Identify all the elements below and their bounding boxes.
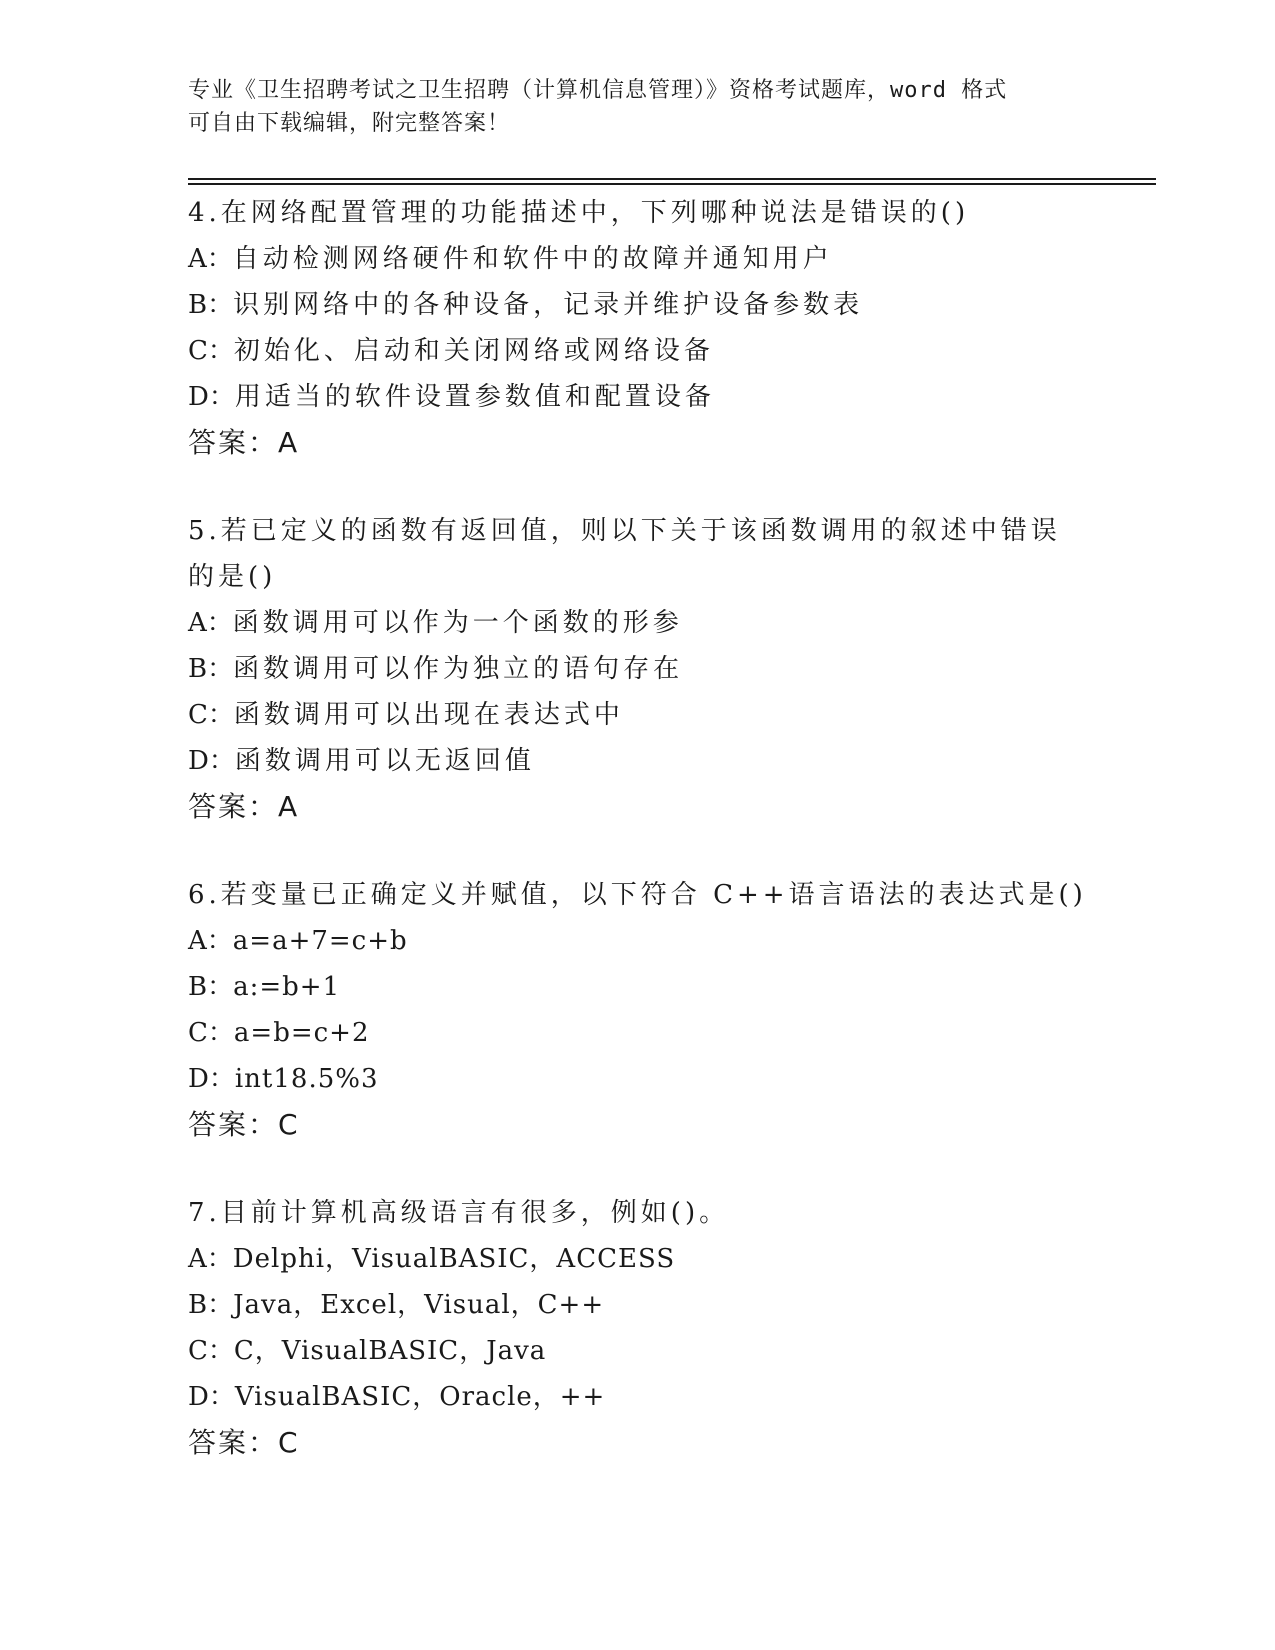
option-text: int18.5%3 (234, 1064, 379, 1094)
option-text: Delphi，VisualBASIC，ACCESS (232, 1244, 676, 1274)
question-stem: 7.目前计算机高级语言有很多，例如()。 (188, 1198, 730, 1228)
question-7 (188, 1190, 1088, 1466)
option-letter: C： (188, 1018, 234, 1048)
option-text: 函数调用可以出现在表达式中 (233, 700, 624, 730)
question-stem: 5.若已定义的函数有返回值，则以下关于该函数调用的叙述中错误的是() (188, 516, 1061, 592)
option-letter: B： (188, 972, 234, 1002)
option-text: 自动检测网络硬件和软件中的故障并通知用户 (232, 244, 833, 274)
option-c (188, 328, 1088, 374)
option-b (188, 282, 1088, 328)
question-6 (188, 872, 1088, 1148)
answer-label: 答案：A (188, 426, 300, 459)
header-line-2: 可自由下载编辑，附完整答案！ (188, 111, 511, 136)
option-c (188, 692, 1088, 738)
option-a (188, 236, 1088, 282)
option-letter: A： (188, 926, 233, 956)
document-header (188, 74, 1088, 140)
option-letter: D： (188, 382, 235, 412)
option-a (188, 600, 1088, 646)
answer-label: 答案：C (188, 1108, 300, 1141)
option-text: 初始化、启动和关闭网络或网络设备 (233, 336, 714, 366)
option-c (188, 1328, 1088, 1374)
header-divider-top (188, 178, 1156, 180)
option-text: Java，Excel，Visual，C++ (233, 1290, 605, 1320)
option-a (188, 1236, 1088, 1282)
option-text: 函数调用可以无返回值 (234, 746, 535, 776)
option-text: VisualBASIC，Oracle，++ (234, 1382, 606, 1412)
option-b (188, 646, 1088, 692)
option-text: 函数调用可以作为独立的语句存在 (233, 654, 684, 684)
option-letter: B： (188, 290, 234, 320)
option-d (188, 1374, 1088, 1420)
option-letter: C： (188, 336, 234, 366)
option-letter: B： (188, 654, 234, 684)
option-letter: A： (188, 244, 233, 274)
option-letter: A： (188, 608, 233, 638)
option-b (188, 964, 1088, 1010)
answer-label: 答案：C (188, 1426, 300, 1459)
question-5 (188, 508, 1088, 830)
answer-label: 答案：A (188, 790, 300, 823)
option-letter: C： (188, 1336, 234, 1366)
option-text: C，VisualBASIC，Java (233, 1336, 547, 1366)
option-d (188, 374, 1088, 420)
option-letter: D： (188, 1382, 235, 1412)
option-text: 函数调用可以作为一个函数的形参 (232, 608, 683, 638)
option-letter: A： (188, 1244, 233, 1274)
option-letter: C： (188, 700, 234, 730)
question-stem: 4.在网络配置管理的功能描述中，下列哪种说法是错误的() (188, 198, 970, 228)
option-text: 用适当的软件设置参数值和配置设备 (234, 382, 715, 412)
option-b (188, 1282, 1088, 1328)
option-text: a:=b+1 (233, 972, 341, 1002)
option-d (188, 1056, 1088, 1102)
option-c (188, 1010, 1088, 1056)
question-list (188, 190, 1088, 1508)
option-a (188, 918, 1088, 964)
option-text: a=a+7=c+b (232, 926, 408, 956)
option-letter: B： (188, 1290, 234, 1320)
option-text: a=b=c+2 (233, 1018, 370, 1048)
question-4 (188, 190, 1088, 466)
option-letter: D： (188, 1064, 235, 1094)
question-stem: 6.若变量已正确定义并赋值，以下符合 C++语言语法的表达式是() (188, 880, 1087, 910)
header-line-1: 专业《卫生招聘考试之卫生招聘（计算机信息管理）》资格考试题库，word 格式 (188, 78, 1008, 103)
option-letter: D： (188, 746, 235, 776)
option-d (188, 738, 1088, 784)
option-text: 识别网络中的各种设备，记录并维护设备参数表 (233, 290, 864, 320)
header-divider-bottom (188, 183, 1156, 185)
